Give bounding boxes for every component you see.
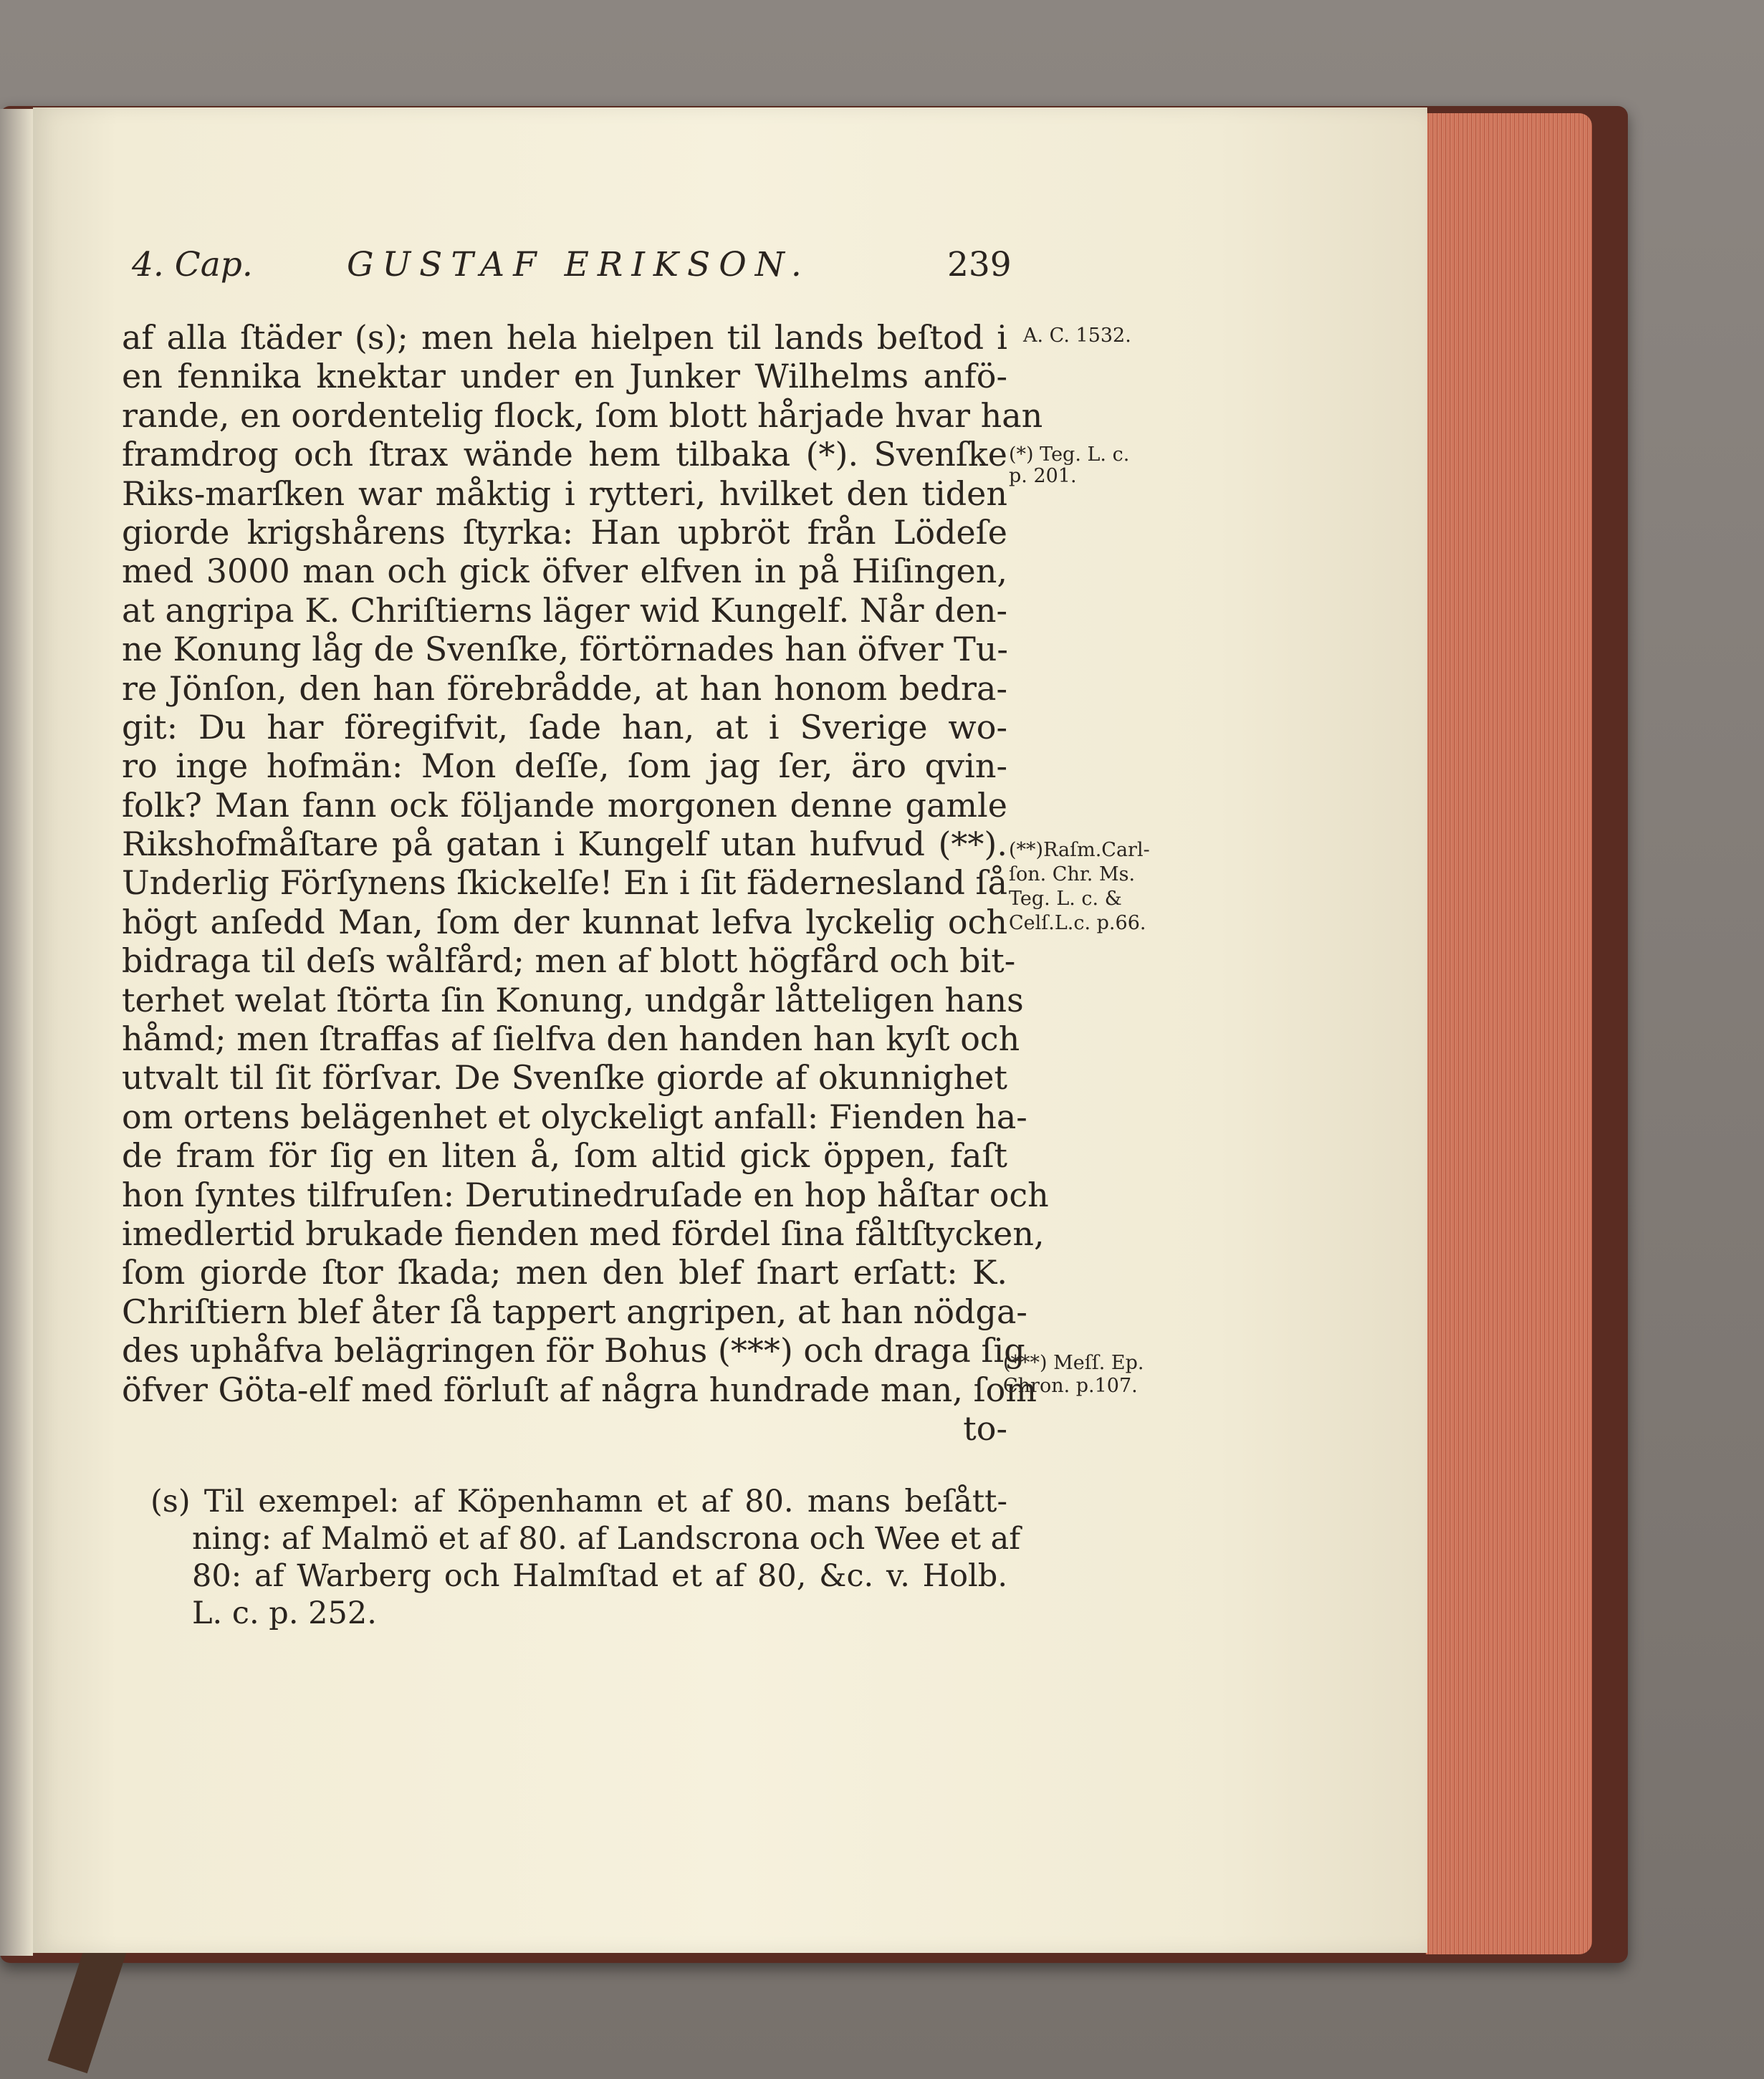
footnote-line: (s) Til exempel: af Köpenhamn et af 80. mans beſått- [150,1484,1007,1519]
margin-note-line: (**)Raſm.Carl- [1009,839,1150,861]
text-line: om ortens belägenhet et olyckeligt anfall: Fienden ha- [122,1097,1027,1136]
text-line: giorde krigshårens ſtyrka: Han upbröt från Lödeſe [122,512,1007,552]
margin-note-line: (***) Meſſ. Ep. [1003,1352,1144,1374]
running-title: GUSTAF ERIKSON. [347,245,810,284]
text-line: högt anſedd Man, ſom der kunnat lefva lyckelig och [122,902,1007,941]
margin-note-line: (*) Teg. L. c. [1009,443,1130,466]
text-line: imedlertid brukade fienden med fördel ſina fåltſtycken, [122,1214,1045,1253]
text-line: Riks-marſken war måktig i rytteri, hvilket den tiden [122,474,1007,513]
margin-note-line: ſon. Chr. Ms. [1009,863,1136,885]
text-line: folk? Man fann ock följande morgonen denne gamle [122,785,1007,825]
footnote [150,1483,1021,1632]
text-line: framdrog och ſtrax wände hem tilbaka (*). Svenſke [122,435,1007,474]
text-line: Rikshofmåſtare på gatan i Kungelf utan hufvud (**). [122,825,1007,864]
text-line: rande, en oordentelig flock, ſom blott hårjade hvar han [122,395,1043,435]
catchword: to- [963,1408,1007,1448]
text-line: ſom giorde ſtor ſkada; men den blef ſnart erſatt: K. [122,1253,1007,1292]
text-line: håmd; men ſtraffas af ſielfva den handen han kyſt och [122,1019,1020,1059]
page-number: 239 [947,245,1012,284]
text-line: git: Du har föregifvit, ſade han, at i Sverige wo- [122,707,1007,746]
text-line: en fennika knektar under en Junker Wilhelms anfö- [122,357,1007,396]
left-page-edge [0,109,33,1956]
margin-note-line: Celſ.L.c. p.66. [1009,912,1146,934]
text-line: de fram för ſig en liten å, ſom altid gick öppen, faſt [122,1136,1007,1176]
text-line: bidraga til deſs wålfård; men af blott högfård och bit- [122,941,1016,981]
text-line: ro inge hofmän: Mon deſſe, ſom jag ſer, äro qvin- [122,746,1007,786]
text-line: med 3000 man och gick öfver elfven in på Hiſingen, [122,552,1007,591]
text-line: hon ſyntes tilfruſen: Derutinedruſade en hop håſtar och [122,1175,1049,1214]
text-line: at angripa K. Chriſtierns läger wid Kungelf. Når den- [122,590,1007,630]
page-edges [1426,113,1592,1954]
footnote-line: ning: af Malmö et af 80. af Landscrona och Wee et af [192,1521,1021,1557]
text-line: af alla ſtäder (s); men hela hielpen til lands beſtod i [122,318,1007,357]
margin-year: A. C. 1532. [1023,325,1131,347]
text-line: terhet welat ſtörta ſin Konung, undgår låtteligen hans [122,980,1024,1019]
text-line: Underlig Förſynens ſkickelſe! En i ſit fädernesland ſå [122,863,1007,903]
text-line: des uphåfva belägringen för Bohus (***) och draga ſig [122,1331,1025,1370]
running-header [0,245,1764,288]
text-line: re Jönſon, den han förebrådde, at han honom bedra- [122,668,1007,708]
text-line: Chriſtiern blef åter ſå tappert angripen, at han nödga- [122,1292,1027,1331]
margin-note-line: Teg. L. c. & [1009,888,1122,910]
margin-note-line: p. 201. [1009,465,1077,487]
text-line: ne Konung låg de Svenſke, förtörnades han öfver Tu- [122,630,1008,669]
text-line: utvalt til ſit förſvar. De Svenſke giorde af okunnighet [122,1058,1007,1098]
margin-note-line: Chron. p.107. [1003,1375,1138,1397]
footnote-line: 80: af Warberg och Halmſtad et af 80, &c. v. Holb. [192,1558,1007,1594]
footnote-line: L. c. p. 252. [192,1595,377,1631]
text-line: öfver Göta-elf med förluſt af några hundrade man, ſom [122,1370,1037,1409]
chapter-label: 4. Cap. [132,245,253,284]
